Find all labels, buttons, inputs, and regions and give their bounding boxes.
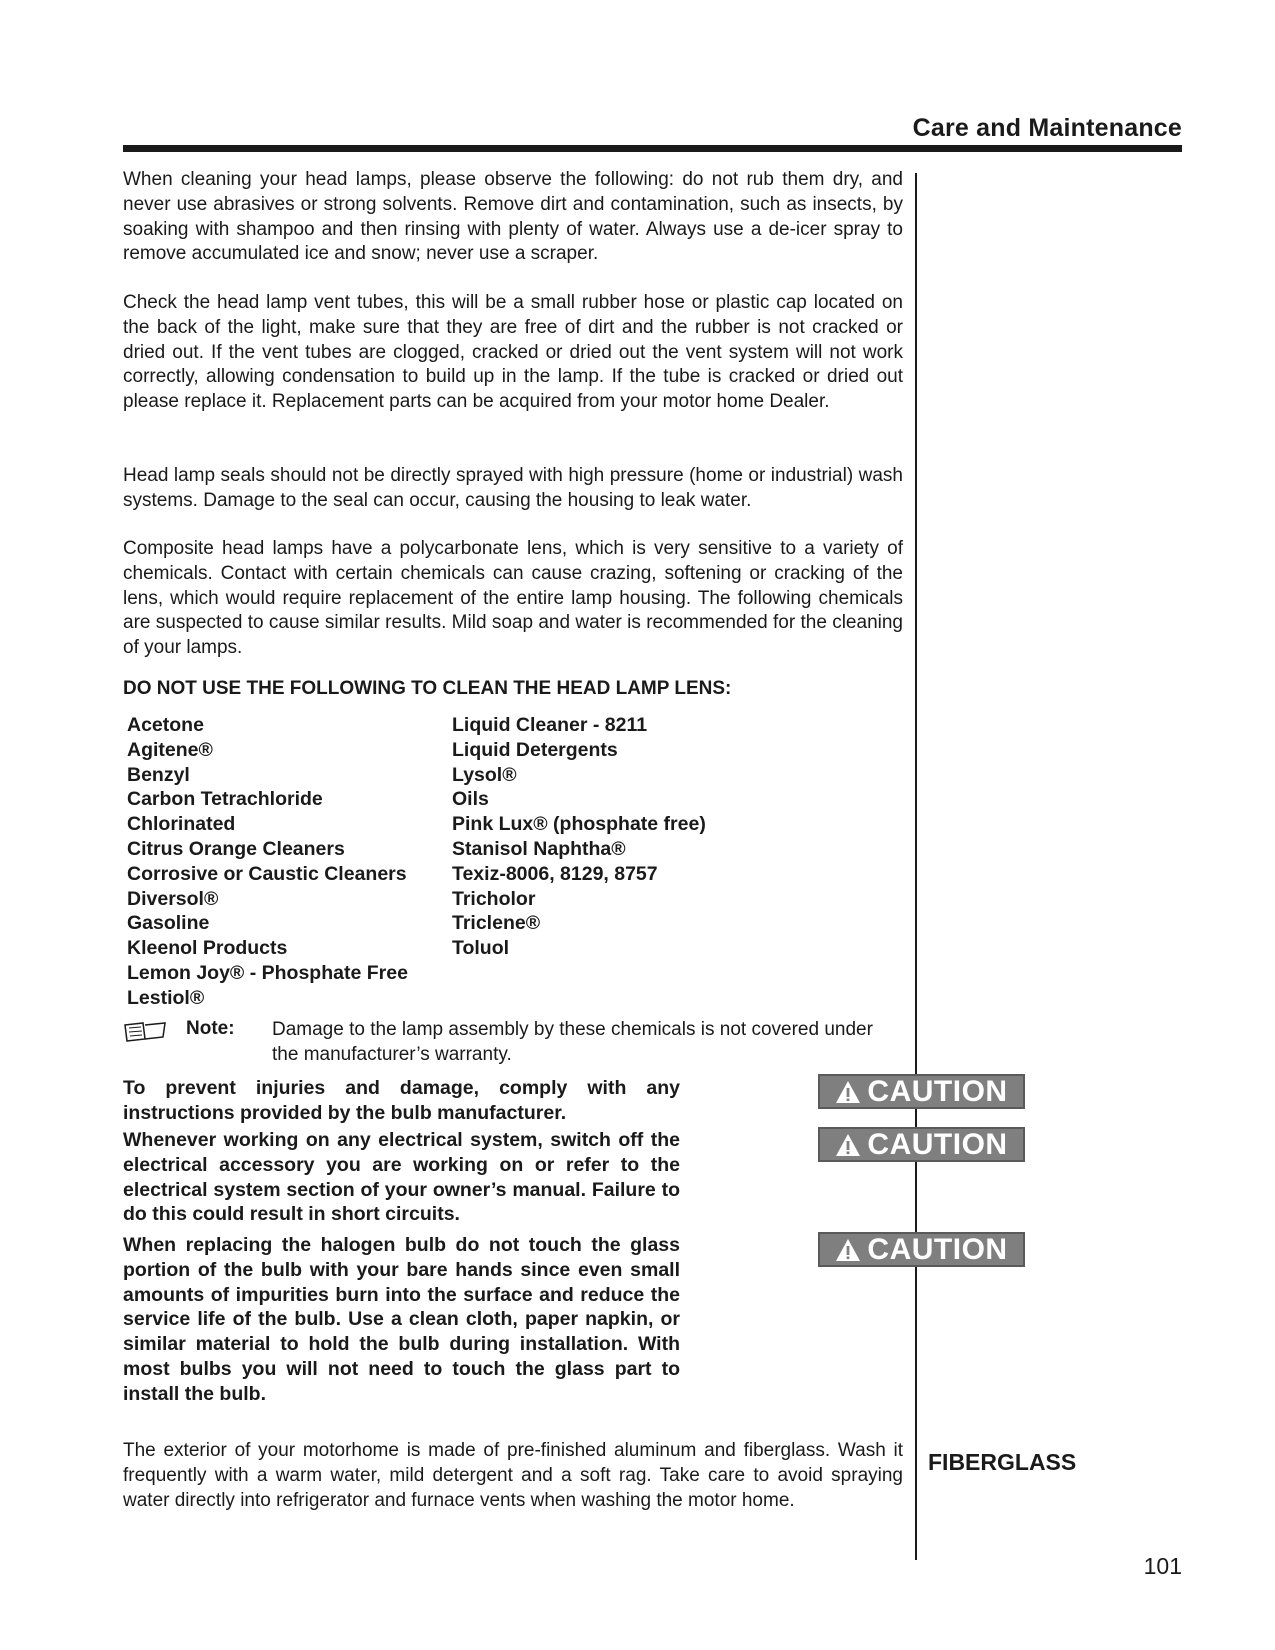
list-item: Triclene® xyxy=(452,912,541,935)
chemicals-list-right xyxy=(452,713,706,961)
side-heading-fiberglass: FIBERGLASS xyxy=(928,1449,1077,1475)
list-item: Lysol® xyxy=(452,763,517,786)
caution-badge xyxy=(818,1074,1025,1109)
caution-badge-label: CAUTION xyxy=(867,1232,1008,1266)
list-item: Benzyl xyxy=(127,763,190,786)
caution-badge-label: CAUTION xyxy=(867,1074,1008,1108)
list-item: Pink Lux® (phosphate free) xyxy=(452,813,706,836)
warning-triangle-icon xyxy=(835,1133,861,1157)
paragraph-vent-tubes: Check the head lamp vent tubes, this will be a small rubber hose or plastic cap located on the back of the light, make sure that they are free of dirt and the rubber is not cracked or dried out. If the vent tubes are clogged, cracked or dried out the vent system will not work correctly, allowing condensation to build up in the lamp. If the tube is cracked or dried out please replace it. Replacement parts can be acquired from your motor home Dealer. xyxy=(123,292,903,413)
chemicals-list-left xyxy=(127,713,408,1011)
list-item: Liquid Detergents xyxy=(452,738,618,761)
paragraph-fiberglass: The exterior of your motorhome is made of pre-finished aluminum and fiberglass. Wash it frequently with a warm water, mild detergent and a soft rag. Take care to avoid spraying water directly into refrigerator and furnace vents when washing the motor home. xyxy=(123,1440,903,1511)
list-item: Tricholor xyxy=(452,887,536,910)
list-item: Kleenol Products xyxy=(127,937,288,960)
paragraph-composite: Composite head lamps have a polycarbonate lens, which is very sensitive to a variety of chemicals. Contact with certain chemicals can cause crazing, softening or cracking of the lens, which would require replacement of the entire lamp housing. The following chemicals are suspected to cause similar results. Mild soap and water is recommended for the cleaning of your lamps. xyxy=(123,538,903,659)
list-item: Lestiol® xyxy=(127,986,205,1009)
header-rule xyxy=(123,145,1182,152)
list-item: Oils xyxy=(452,788,489,811)
paragraph-seals: Head lamp seals should not be directly sprayed with high pressure (home or industrial) wash systems. Damage to the seal can occur, causing the housing to leak water. xyxy=(123,465,903,511)
warning-triangle-icon xyxy=(835,1080,861,1104)
caution-text-bulb-manufacturer: To prevent injuries and damage, comply with any instructions provided by the bulb manufacturer. xyxy=(123,1077,680,1124)
caution-badge xyxy=(818,1232,1025,1267)
list-item: Toluol xyxy=(452,937,510,960)
page-number: 101 xyxy=(1143,1553,1182,1579)
list-item: Stanisol Naphtha® xyxy=(452,837,626,860)
page-header-title: Care and Maintenance xyxy=(912,114,1182,142)
side-column-divider xyxy=(915,173,917,1560)
list-item: Gasoline xyxy=(127,912,210,935)
list-item: Carbon Tetrachloride xyxy=(127,788,323,811)
warning-triangle-icon xyxy=(835,1238,861,1262)
caution-text-electrical: Whenever working on any electrical system, switch off the electrical accessory you are working on or refer to the electrical system section of your owner’s manual. Failure to do this could result in short circuits. xyxy=(123,1129,680,1226)
list-item: Citrus Orange Cleaners xyxy=(127,837,345,860)
list-item: Lemon Joy® - Phosphate Free xyxy=(127,961,408,984)
list-item: Diversol® xyxy=(127,887,219,910)
list-item: Liquid Cleaner - 8211 xyxy=(452,714,648,736)
caution-text-halogen-bulb: When replacing the halogen bulb do not touch the glass portion of the bulb with your bare hands since even small amounts of impurities burn into the surface and reduce the service life of the bulb. Use a clean cloth, paper napkin, or similar material to hold the bulb during installation. With most bulbs you will not need to touch the glass part to install the bulb. xyxy=(123,1234,680,1405)
list-item: Texiz-8006, 8129, 8757 xyxy=(452,862,658,885)
caution-badge xyxy=(818,1127,1025,1162)
list-item: Acetone xyxy=(127,714,204,736)
list-item: Agitene® xyxy=(127,738,213,761)
open-book-icon xyxy=(123,1020,167,1042)
paragraph-cleaning: When cleaning your head lamps, please observe the following: do not rub them dry, and never use abrasives or strong solvents. Remove dirt and contamination, such as insects, by soaking with shampoo and then rinsing with plenty of water. Always use a de-icer spray to remove accumulated ice and snow; never use a scraper. xyxy=(123,169,903,265)
note-label: Note: xyxy=(186,1018,235,1039)
note-text: Damage to the lamp assembly by these chemicals is not covered under the manufacturer’s warranty. xyxy=(272,1019,873,1065)
list-item: Corrosive or Caustic Cleaners xyxy=(127,862,407,885)
note-row xyxy=(123,1018,903,1068)
chemicals-heading: DO NOT USE THE FOLLOWING TO CLEAN THE HEAD LAMP LENS: xyxy=(123,678,732,699)
list-item: Chlorinated xyxy=(127,813,236,836)
caution-badge-label: CAUTION xyxy=(867,1127,1008,1161)
